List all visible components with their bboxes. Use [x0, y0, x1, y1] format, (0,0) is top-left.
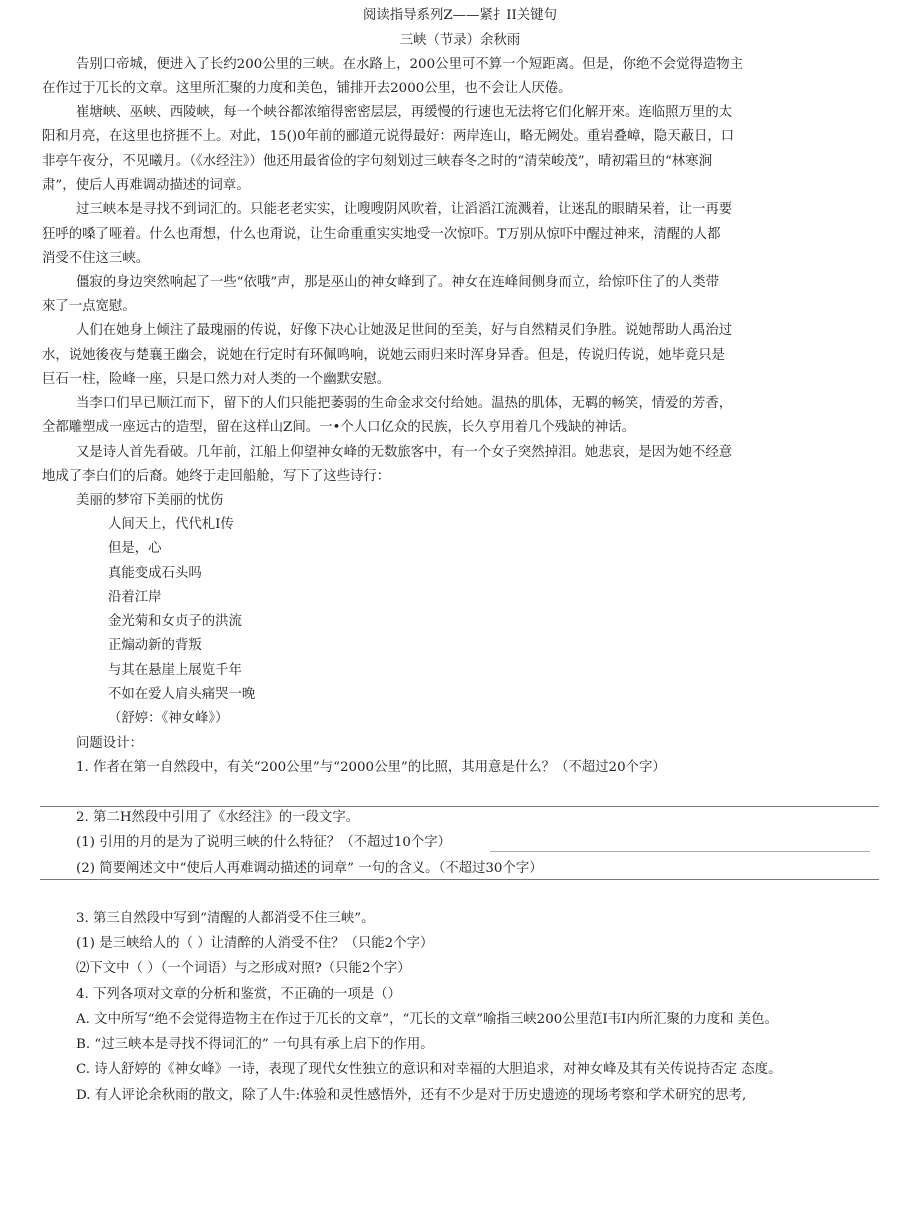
poem-attribution: （舒婷：《神女峰》）: [108, 711, 229, 726]
question-2-part-2: (2) 简要阐述文中“使后人再难调动描述的词章” 一句的含义。（不超过30个字）: [76, 861, 543, 876]
poem-line: 人间天上，代代札I传: [108, 517, 234, 532]
paragraph-line: 阳和月亮，在这里也挤捱不上。对此，15()0年前的郦道元说得最好：两岸连山，略无阙处。重岩叠嶂，隐天蔽日，口: [42, 129, 735, 144]
answer-line: [40, 879, 879, 880]
series-header: 阅读指导系列Z——紧扌II关键句: [363, 8, 557, 23]
poem-line: 但是，心: [108, 541, 162, 556]
poem-line: 正煽动新的背叛: [108, 638, 202, 653]
option-b: B. “过三峡本是寻找不得词汇的” 一句具有承上启下的作用。: [76, 1037, 434, 1052]
question-4: 4. 下列各项对文章的分析和鉴赏，不正确的一项是（）: [76, 987, 402, 1002]
poem-line: 金光菊和女贞子的洪流: [108, 614, 242, 629]
paragraph-line: 非亭午夜分，不见曦月。（《水经注》）他还用最省俭的字句刻划过三峡春冬之时的“清荣峻茂”，晴初霜旦的“林寒涧: [42, 154, 712, 169]
article-title: 三峡（节录）余秋雨: [399, 33, 521, 48]
answer-line: [40, 806, 879, 807]
question-2: 2. 第二H然段中引用了《水经注》的一段文字。: [76, 810, 360, 825]
paragraph-line: 來了一点宽慰。: [42, 299, 136, 314]
question-2-part-1: (1) 引用的月的是为了说明三峡的什么特征？（不超过10个字）: [76, 835, 452, 850]
poem-line: 与其在悬崖上展览千年: [108, 663, 242, 678]
paragraph-line: 水，说她後夜与楚襄王幽会，说她在行定时有环佩鸣响，说她云雨归来时浑身异香。但是，传说归传说，她毕竟只是: [42, 348, 725, 363]
paragraph-line: 全都雕塑成一座远古的造型，留在这样山Z间。一•个人口亿众的民族，长久亨用着几个残缺的神话。: [42, 420, 635, 435]
paragraph-line: 巨石一柱，险峰一座，只是口然力对人类的一个幽默安慰。: [42, 372, 391, 387]
question-3-part-1: (1) 是三峡给人的（ ）让清醉的人消受不住？（只能2个字）: [76, 936, 434, 951]
paragraph-line: 地成了李白们的后裔。她终于走回船舱，写下了这些诗行：: [42, 469, 391, 484]
answer-blank: [490, 851, 870, 852]
paragraph-line: 消受不住这三峡。: [42, 251, 150, 266]
paragraph-line: 又是诗人首先看破。几年前，江船上仰望神女峰的无数旅客中，有一个女子突然掉泪。她悲哀，是因为她不经意: [76, 445, 733, 460]
paragraph-line: 崔塘峡、巫峡、西陵峡，每一个峡谷都浓缩得密密层层，再缓慢的行速也无法将它们化解开來。连临照万里的太: [76, 105, 733, 120]
paragraph-line: 人们在她身上倾注了最瑰丽的传说，好像下决心让她汲足世间的至美，好与自然精灵们争胜。说她帮助人禹治过: [76, 323, 733, 338]
option-d: D. 有人评论余秋雨的散文，除了人牛:体验和灵性感悟外，还有不少是对于历史遗迹的现场考察和学术研究的思考,: [76, 1088, 747, 1103]
paragraph-line: 肃”，使后人再难调动描述的词章。: [42, 178, 250, 193]
questions-intro: 问题设计：: [76, 736, 143, 751]
poem-line: 沿着江岸: [108, 590, 162, 605]
paragraph-line: 当李口们早已顺江而下，留下的人们只能把萎弱的生命金求交付给她。温热的肌体，无羁的畅笑，情爱的芳香，: [76, 396, 733, 411]
paragraph-line: 告别口帝城，便进入了长约200公里的三峡。在水路上，200公里可不算一个短距离。但是，你绝不会觉得造物主: [76, 57, 744, 72]
option-c: C. 诗人舒婷的《神女峰》一诗，表现了现代女性独立的意识和对幸福的大胆追求，对神女峰及其有关传说持否定 态度。: [76, 1062, 782, 1077]
paragraph-line: 过三峡本是寻找不到词汇的。只能老老实实，让嗖嗖阴风吹着，让滔滔江流溅着，让迷乱的眼睛呆着，让一再要: [76, 202, 733, 217]
paragraph-line: 狂呼的嗓了哑着。什么也甭想，什么也甭说，让生命重重实实地受一次惊吓。T万别从惊吓中醒过神来，清醒的人都: [42, 227, 721, 242]
question-3: 3. 第三自然段中写到“清醒的人都消受不住三峡”。: [76, 911, 375, 926]
poem-line: 真能变成石头吗: [108, 566, 202, 581]
paragraph-line: 僵寂的身边突然响起了一些“依哦”声，那是巫山的神女峰到了。神女在连峰间侧身而立，给惊吓住了的人类带: [76, 275, 720, 290]
option-a: A. 文中所写“绝不会觉得造物主在作过于兀长的文章”，“兀长的文章”喻指三峡200公里范I韦I内所汇聚的力度和 美色。: [76, 1012, 778, 1027]
question-3-part-2: ⑵下文中（ ）（一个词语）与之形成对照?（只能2个字）: [76, 961, 411, 976]
poem-line: 不如在爱人肩头痛哭一晚: [108, 687, 256, 702]
paragraph-line: 在作过于兀长的文章。这里所汇聚的力度和美色，铺排开去2000公里，也不会让人厌倦。: [42, 81, 572, 96]
poem-first-line: 美丽的梦帘下美丽的忧伤: [76, 493, 224, 508]
question-1: 1. 作者在第一自然段中，有关“200公里”与“2000公里”的比照，其用意是什么？（不超过20个字）: [76, 760, 666, 775]
